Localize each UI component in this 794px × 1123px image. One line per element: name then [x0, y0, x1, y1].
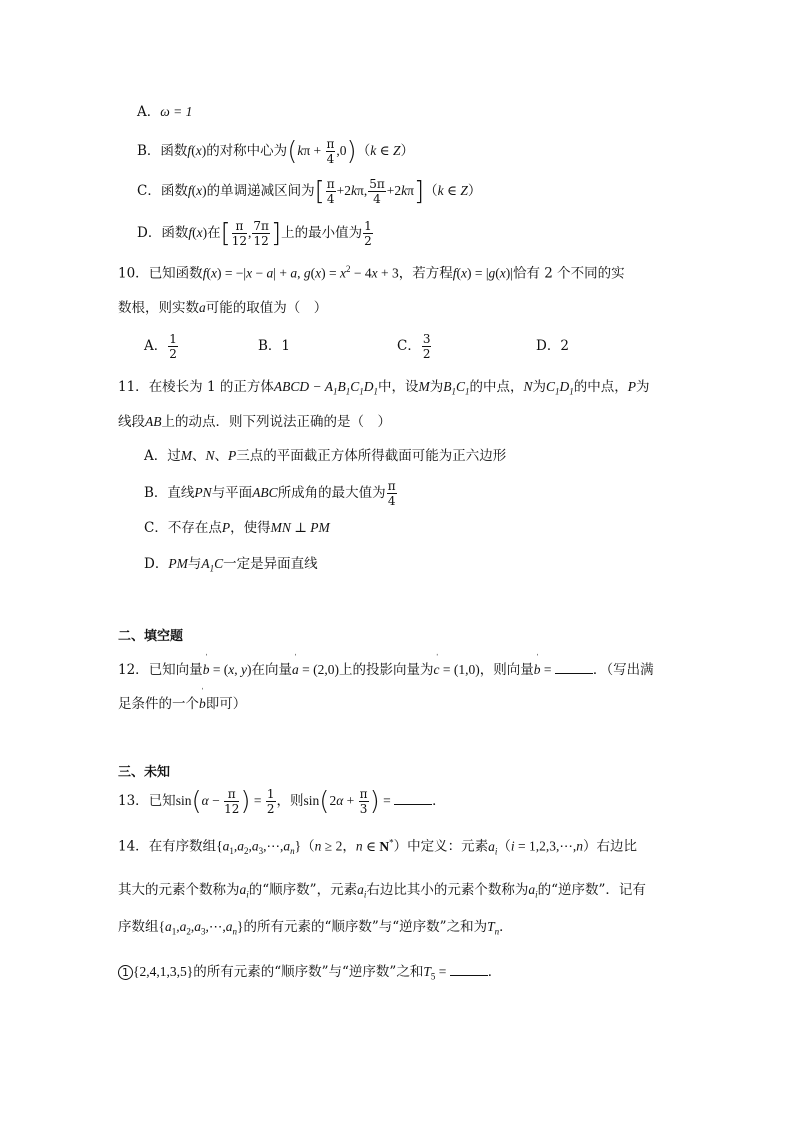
q10-option-d: D．2 [536, 338, 569, 354]
q14-stem-line1: 14．在有序数组$\{a_1,a_2,a_3,\cdots,a_n\}(n \ge 2$，n ∈ N*）中定义：元素$a_i(i$ = 1,2,3,⋯,n）右边比 [118, 837, 637, 857]
q9-option-c: C．函数f(x)的单调递减区间为[ $\frac{\pi}{4}$ +2kπ, $\frac{5\pi}{4}$ +2kπ]（k ∈ Z） [137, 176, 482, 207]
q11-option-d: D．PM与$A_1C$一定是异面直线 [144, 556, 318, 574]
q11-option-a: A．过M、N、P三点的平面截正方体所得截面可能为正六边形 [144, 448, 507, 464]
q12-answer-blank [555, 661, 593, 674]
section-heading-unknown: 三、未知 [118, 765, 171, 780]
q11-stem-line1: 11．在棱长为 1 的正方体ABCD − $A_1B_1C_1D_1$中，设M为$B_1C_1$的中点，N为$C_1D_1$的中点，P为 [118, 379, 650, 397]
omega-equation: ω = 1 [160, 104, 193, 119]
pi-over-4-fraction: $\frac{\pi}{4}$ [326, 137, 335, 166]
q14-answer-blank [450, 963, 488, 976]
q13-stem: 13．已知sin(α − $\frac{\pi}{12}$ ) = $\frac{1}{2}$ ，则sin(2α + $\frac{\pi}{3}$ ) = ． [118, 786, 446, 817]
q14-subquestion-1: 1 {2,4,1,3,5}的所有元素的“顺序数”与“逆序数”之和$T_5$ = ． [118, 963, 501, 982]
q14-stem-line2: 其大的元素个数称为$a_i$的“顺序数”，元素$a_i$右边比其小的元素个数称为$a_i$的“逆序数”．记有 [118, 882, 646, 900]
q12-stem-line1: 12．已知向量ˈ b = (x, y)在向量ˈ a = (2,0)上的投影向量为ˈ c = (1,0)，则向量ˈ b = ．（写出满 [118, 661, 654, 678]
q14-stem-line3: 序数组$\{a_1,a_2,a_3,\cdots,a_n\}$的所有元素的“顺序数”与“逆序数”之和为$T_n$． [118, 919, 513, 937]
q13-answer-blank [394, 792, 432, 805]
q11-option-c: C．不存在点P，使得MN ⊥ PM [144, 520, 330, 536]
q10-stem-line2: 数根，则实数a可能的取值为（ ） [118, 300, 328, 316]
section-heading-fill-blank: 二、填空题 [118, 629, 184, 644]
fx-expression: f [187, 143, 192, 158]
q11-option-b: B．直线PN与平面ABC所成角的最大值为 $\frac{\pi}{4}$ [144, 479, 396, 508]
circled-number-1: 1 [118, 965, 133, 980]
q10-option-c: C． $\frac{3}{2}$ [397, 332, 431, 361]
q10-option-a: A． $\frac{1}{2}$ [144, 332, 177, 361]
q9-option-b: B．函数f(x)的对称中心为(kπ + $\frac{\pi}{4}$ ,0)（k ∈ Z） [137, 136, 414, 167]
q10-option-b: B．1 [258, 338, 291, 354]
q9-option-d: D．函数f(x)在[ $\frac{\pi}{12}$ , $\frac{7\pi}{12}$ ]上的最小值为 $\frac{1}{2}$ [137, 218, 372, 249]
q12-stem-line2: 足条件的一个ˈ b即可） [118, 697, 246, 712]
q11-stem-line2: 线段AB上的动点．则下列说法正确的是（ ） [118, 414, 391, 430]
q10-stem-line1: 10．已知函数f(x) = −|x − a| + a, $g(x) = x^2 - 4x + 3$，若方程f(x) = |g(x)|恰有 2 个不同的实 [118, 264, 625, 282]
q9-option-a: A．ω = 1 [137, 104, 193, 120]
